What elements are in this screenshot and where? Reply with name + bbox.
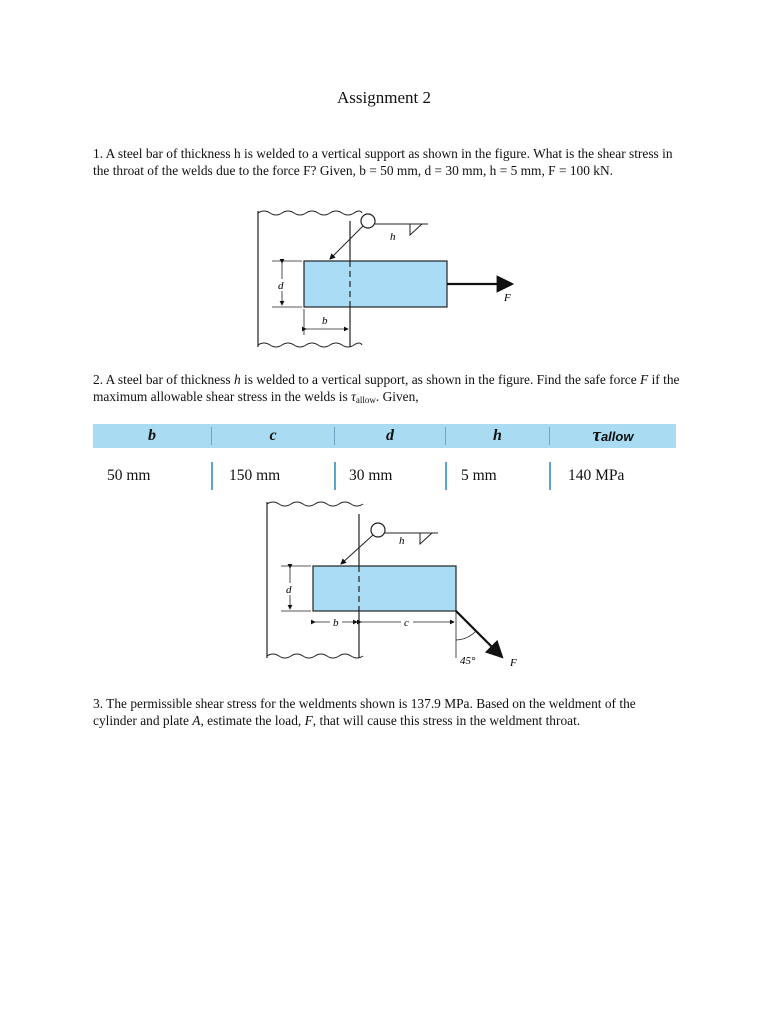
label-angle: 45° bbox=[460, 655, 476, 667]
value-c: 150 mm bbox=[229, 467, 281, 484]
problem-1-figure bbox=[250, 203, 530, 355]
weld-circle bbox=[361, 214, 375, 228]
header-tau-allow: τallow bbox=[592, 425, 634, 446]
header-d: d bbox=[386, 427, 394, 444]
weld-leader-arrow bbox=[341, 535, 373, 564]
label-d: d bbox=[278, 280, 284, 292]
label-h: h bbox=[399, 535, 405, 547]
page-title: Assignment 2 bbox=[337, 88, 431, 107]
steel-bar bbox=[304, 261, 447, 307]
header-h: h bbox=[493, 427, 502, 444]
angle-arc bbox=[456, 631, 476, 640]
weld-circle bbox=[371, 523, 385, 537]
header-b: b bbox=[148, 427, 156, 444]
label-b: b bbox=[322, 315, 328, 327]
weld-leader-arrow bbox=[330, 226, 363, 259]
given-table-values bbox=[93, 462, 676, 490]
label-b: b bbox=[333, 617, 339, 629]
value-tau-allow: 140 MPa bbox=[568, 467, 625, 484]
label-d: d bbox=[286, 584, 292, 596]
steel-bar bbox=[313, 566, 456, 611]
fillet-weld-symbol bbox=[410, 224, 422, 235]
label-F: F bbox=[504, 292, 511, 304]
problem-2-text: 2. A steel bar of thickness h is welded to a vertical support, as shown in the figure. Find the safe force F if the maximum allowable shear stress in the welds is $\tau_{allow}$. Given, bbox=[93, 372, 680, 405]
label-h: h bbox=[390, 231, 396, 243]
label-F: F bbox=[510, 657, 517, 669]
problem-3-text: 3. The permissible shear stress for the weldments shown is 137.9 MPa. Based on the weldment of the cylinder and plate A, estimate the load, F, that will cause this stress in the weldment throat. bbox=[93, 696, 636, 728]
problem-2-figure bbox=[255, 500, 535, 672]
wall-bottom-edge bbox=[258, 343, 362, 347]
wall-top-edge bbox=[258, 211, 362, 215]
value-h: 5 mm bbox=[461, 467, 497, 484]
force-arrow bbox=[456, 611, 502, 657]
value-b: 50 mm bbox=[107, 467, 151, 484]
value-d: 30 mm bbox=[349, 467, 393, 484]
header-c: c bbox=[269, 427, 277, 444]
label-c: c bbox=[404, 617, 409, 629]
given-table-header bbox=[93, 424, 676, 448]
problem-1-text: 1. A steel bar of thickness h is welded to a vertical support as shown in the figure. What is the shear stress in the throat of the welds due to the force F? Given, b = 50 mm, d = 30 mm, h = 5 mm, F = 100 kN. bbox=[93, 146, 673, 178]
